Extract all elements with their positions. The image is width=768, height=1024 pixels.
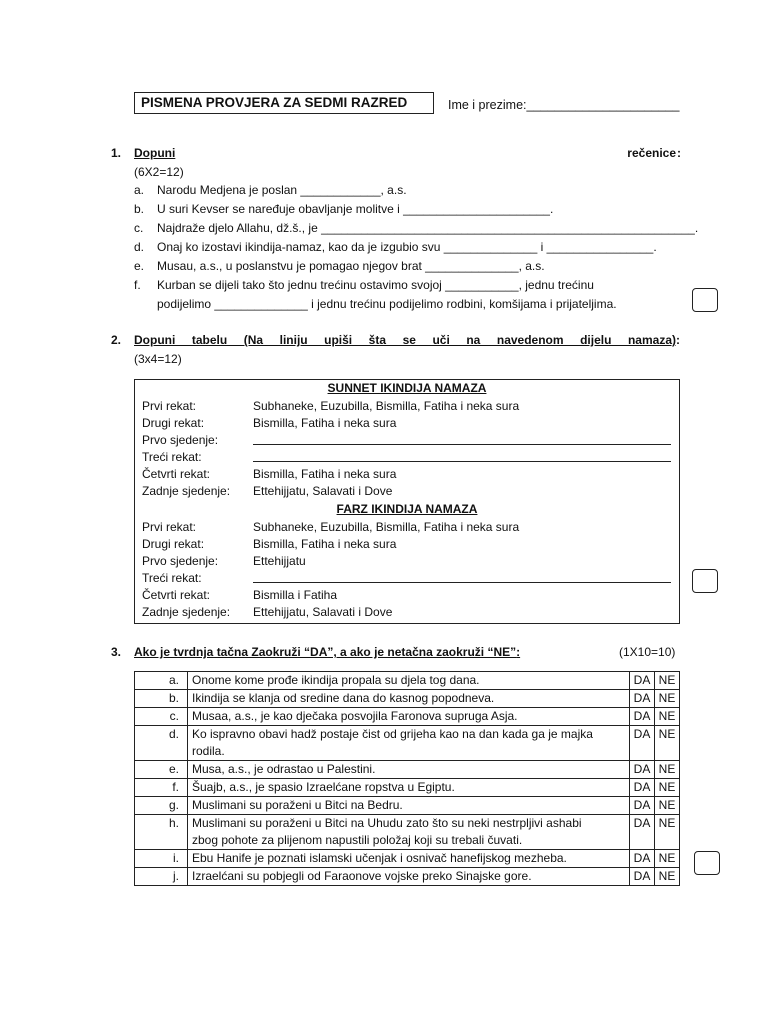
q2-number: 2. bbox=[111, 333, 122, 347]
ne-option[interactable]: NE bbox=[655, 672, 680, 690]
row-value: Bismilla, Fatiha i neka sura bbox=[253, 467, 397, 481]
q1-item-f[interactable]: Kurban se dijeli tako što jednu trećinu ostavimo svojoj ___________, jednu trećinu bbox=[157, 278, 594, 292]
q1-letter: c. bbox=[134, 221, 144, 235]
row-label: Treći rekat: bbox=[142, 450, 202, 464]
q1-item-f-cont[interactable]: podijelimo ______________ i jednu trećinu podijelimo rodbini, komšijama i prijateljima. bbox=[157, 297, 617, 311]
row-label: Zadnje sjedenje: bbox=[142, 484, 231, 498]
table-row bbox=[135, 868, 680, 886]
row-label: Prvo sjedenje: bbox=[142, 554, 219, 568]
statement-line: zbog pohote za plijenom napustili položaj koji su trebali čuvati. bbox=[192, 833, 523, 847]
q3-title-colon: : bbox=[516, 645, 521, 659]
q1-points: (6X2=12) bbox=[134, 165, 184, 179]
row-value: Ettehijjatu, Salavati i Dove bbox=[253, 484, 393, 498]
row-value: Subhaneke, Euzubilla, Bismilla, Fatiha i neka sura bbox=[253, 520, 520, 534]
da-option[interactable]: DA bbox=[630, 797, 655, 815]
table-row bbox=[135, 797, 680, 815]
row-value: Ettehijjatu bbox=[253, 554, 306, 568]
row-letter: b. bbox=[135, 690, 188, 708]
row-value: Bismilla, Fatiha i neka sura bbox=[253, 416, 397, 430]
statement: Ikindija se klanja od sredine dana do kasnog popodneva. bbox=[188, 690, 630, 708]
row-label: Prvi rekat: bbox=[142, 520, 197, 534]
table-row bbox=[135, 672, 680, 690]
table-row bbox=[135, 690, 680, 708]
row-label: Četvrti rekat: bbox=[142, 588, 211, 602]
q2-title: Dopuni tabelu (Na liniju upiši šta se uči na navedenom dijelu namaza) bbox=[134, 333, 676, 347]
da-option[interactable]: DA bbox=[630, 690, 655, 708]
ne-option[interactable]: NE bbox=[655, 797, 680, 815]
q1-item-e[interactable]: Musau, a.s., u poslanstvu je pomagao njegov brat ______________, a.s. bbox=[157, 259, 545, 273]
q1-item-c[interactable]: Najdraže djelo Allahu, dž.š., je ________________________________________________________. bbox=[157, 221, 699, 235]
row-label: Drugi rekat: bbox=[142, 416, 205, 430]
name-field-label[interactable]: Ime i prezime:______________________ bbox=[448, 98, 680, 112]
ne-option[interactable]: NE bbox=[655, 708, 680, 726]
table-row bbox=[135, 726, 680, 761]
sunnet-heading: SUNNET IKINDIJA NAMAZA bbox=[327, 381, 487, 395]
da-option[interactable]: DA bbox=[630, 779, 655, 797]
row-letter: i. bbox=[135, 850, 188, 868]
q2-score-box[interactable] bbox=[692, 569, 718, 593]
q1-title-left: Dopuni bbox=[134, 146, 176, 160]
statement bbox=[188, 726, 630, 761]
da-option[interactable]: DA bbox=[630, 708, 655, 726]
da-option[interactable]: DA bbox=[630, 672, 655, 690]
farz-heading: FARZ IKINDIJA NAMAZA bbox=[336, 502, 478, 516]
row-label: Drugi rekat: bbox=[142, 537, 205, 551]
statement-line: Muslimani su poraženi u Bitci na Uhudu zato što su neki nestrpljivi ashabi bbox=[192, 816, 582, 830]
row-label: Zadnje sjedenje: bbox=[142, 605, 231, 619]
ne-option[interactable]: NE bbox=[655, 815, 680, 850]
row-letter: h. bbox=[135, 815, 188, 850]
table-row bbox=[135, 761, 680, 779]
q1-number: 1. bbox=[111, 146, 122, 160]
q1-item-d[interactable]: Onaj ko izostavi ikindija-namaz, kao da je izgubio svu ______________ i ________________. bbox=[157, 240, 657, 254]
q3-title-text: Ako je tvrdnja tačna Zaokruži “DA”, a ako je netačna zaokruži “NE” bbox=[134, 645, 517, 659]
q2-title-colon: : bbox=[676, 333, 680, 347]
table-row bbox=[135, 708, 680, 726]
row-letter: j. bbox=[135, 868, 188, 886]
q3-number: 3. bbox=[111, 645, 122, 659]
row-value: Bismilla i Fatiha bbox=[253, 588, 338, 602]
q3-points: (1X10=10) bbox=[619, 645, 676, 659]
ne-option[interactable]: NE bbox=[655, 690, 680, 708]
statement: Muslimani su poraženi u Bitci na Bedru. bbox=[188, 797, 630, 815]
ne-option[interactable]: NE bbox=[655, 779, 680, 797]
row-letter: a. bbox=[135, 672, 188, 690]
q1-title bbox=[134, 146, 676, 160]
da-option[interactable]: DA bbox=[630, 815, 655, 850]
q1-letter: a. bbox=[134, 183, 145, 197]
q3-table bbox=[134, 671, 680, 886]
statement-line: Ko ispravno obavi hadž postaje čist od grijeha kao na dan kada ga je majka bbox=[192, 727, 593, 741]
q1-score-box[interactable] bbox=[692, 288, 718, 312]
row-letter: d. bbox=[135, 726, 188, 761]
row-value: Ettehijjatu, Salavati i Dove bbox=[253, 605, 393, 619]
row-value: Bismilla, Fatiha i neka sura bbox=[253, 537, 397, 551]
row-letter: e. bbox=[135, 761, 188, 779]
da-option[interactable]: DA bbox=[630, 726, 655, 761]
q1-title-colon: : bbox=[677, 146, 681, 160]
statement: Musaa, a.s., je kao dječaka posvojila Faronova supruga Asja. bbox=[188, 708, 630, 726]
table-row bbox=[135, 850, 680, 868]
statement: Musa, a.s., je odrastao u Palestini. bbox=[188, 761, 630, 779]
statement: Onome kome prođe ikindija propala su djela tog dana. bbox=[188, 672, 630, 690]
da-option[interactable]: DA bbox=[630, 850, 655, 868]
ne-option[interactable]: NE bbox=[655, 726, 680, 761]
table-row bbox=[135, 815, 680, 850]
statement-line: rodila. bbox=[192, 744, 225, 758]
row-label: Prvi rekat: bbox=[142, 399, 197, 413]
q1-letter: e. bbox=[134, 259, 145, 273]
row-label: Četvrti rekat: bbox=[142, 467, 211, 481]
ne-option[interactable]: NE bbox=[655, 761, 680, 779]
da-option[interactable]: DA bbox=[630, 761, 655, 779]
statement: Šuajb, a.s., je spasio Izraelćane ropstva u Egiptu. bbox=[188, 779, 630, 797]
q3-title bbox=[134, 645, 520, 659]
table-row bbox=[135, 779, 680, 797]
statement bbox=[188, 815, 630, 850]
ne-option[interactable]: NE bbox=[655, 868, 680, 886]
row-label: Treći rekat: bbox=[142, 571, 202, 585]
answer-blank[interactable] bbox=[253, 570, 671, 583]
ne-option[interactable]: NE bbox=[655, 850, 680, 868]
row-value: Subhaneke, Euzubilla, Bismilla, Fatiha i neka sura bbox=[253, 399, 520, 413]
test-title: PISMENA PROVJERA ZA SEDMI RAZRED bbox=[134, 92, 434, 114]
q2-points: (3x4=12) bbox=[134, 352, 182, 366]
q2-table bbox=[134, 379, 680, 624]
q1-item-b[interactable]: U suri Kevser se naređuje obavljanje molitve i ______________________. bbox=[157, 202, 554, 216]
q1-letter: d. bbox=[134, 240, 145, 254]
da-option[interactable]: DA bbox=[630, 868, 655, 886]
row-letter: f. bbox=[135, 779, 188, 797]
q3-score-box[interactable] bbox=[694, 851, 720, 875]
q1-letter: b. bbox=[134, 202, 145, 216]
answer-blank[interactable] bbox=[253, 449, 671, 462]
q1-title-right: rečenice bbox=[627, 146, 676, 160]
row-letter: c. bbox=[135, 708, 188, 726]
row-label: Prvo sjedenje: bbox=[142, 433, 219, 447]
answer-blank[interactable] bbox=[253, 432, 671, 445]
row-letter: g. bbox=[135, 797, 188, 815]
q1-letter: f. bbox=[134, 278, 141, 292]
q1-item-a[interactable]: Narodu Medjena je poslan ____________, a.s. bbox=[157, 183, 407, 197]
statement: Ebu Hanife je poznati islamski učenjak i osnivač hanefijskog mezheba. bbox=[188, 850, 630, 868]
statement: Izraelćani su pobjegli od Faraonove vojske preko Sinajske gore. bbox=[188, 868, 630, 886]
